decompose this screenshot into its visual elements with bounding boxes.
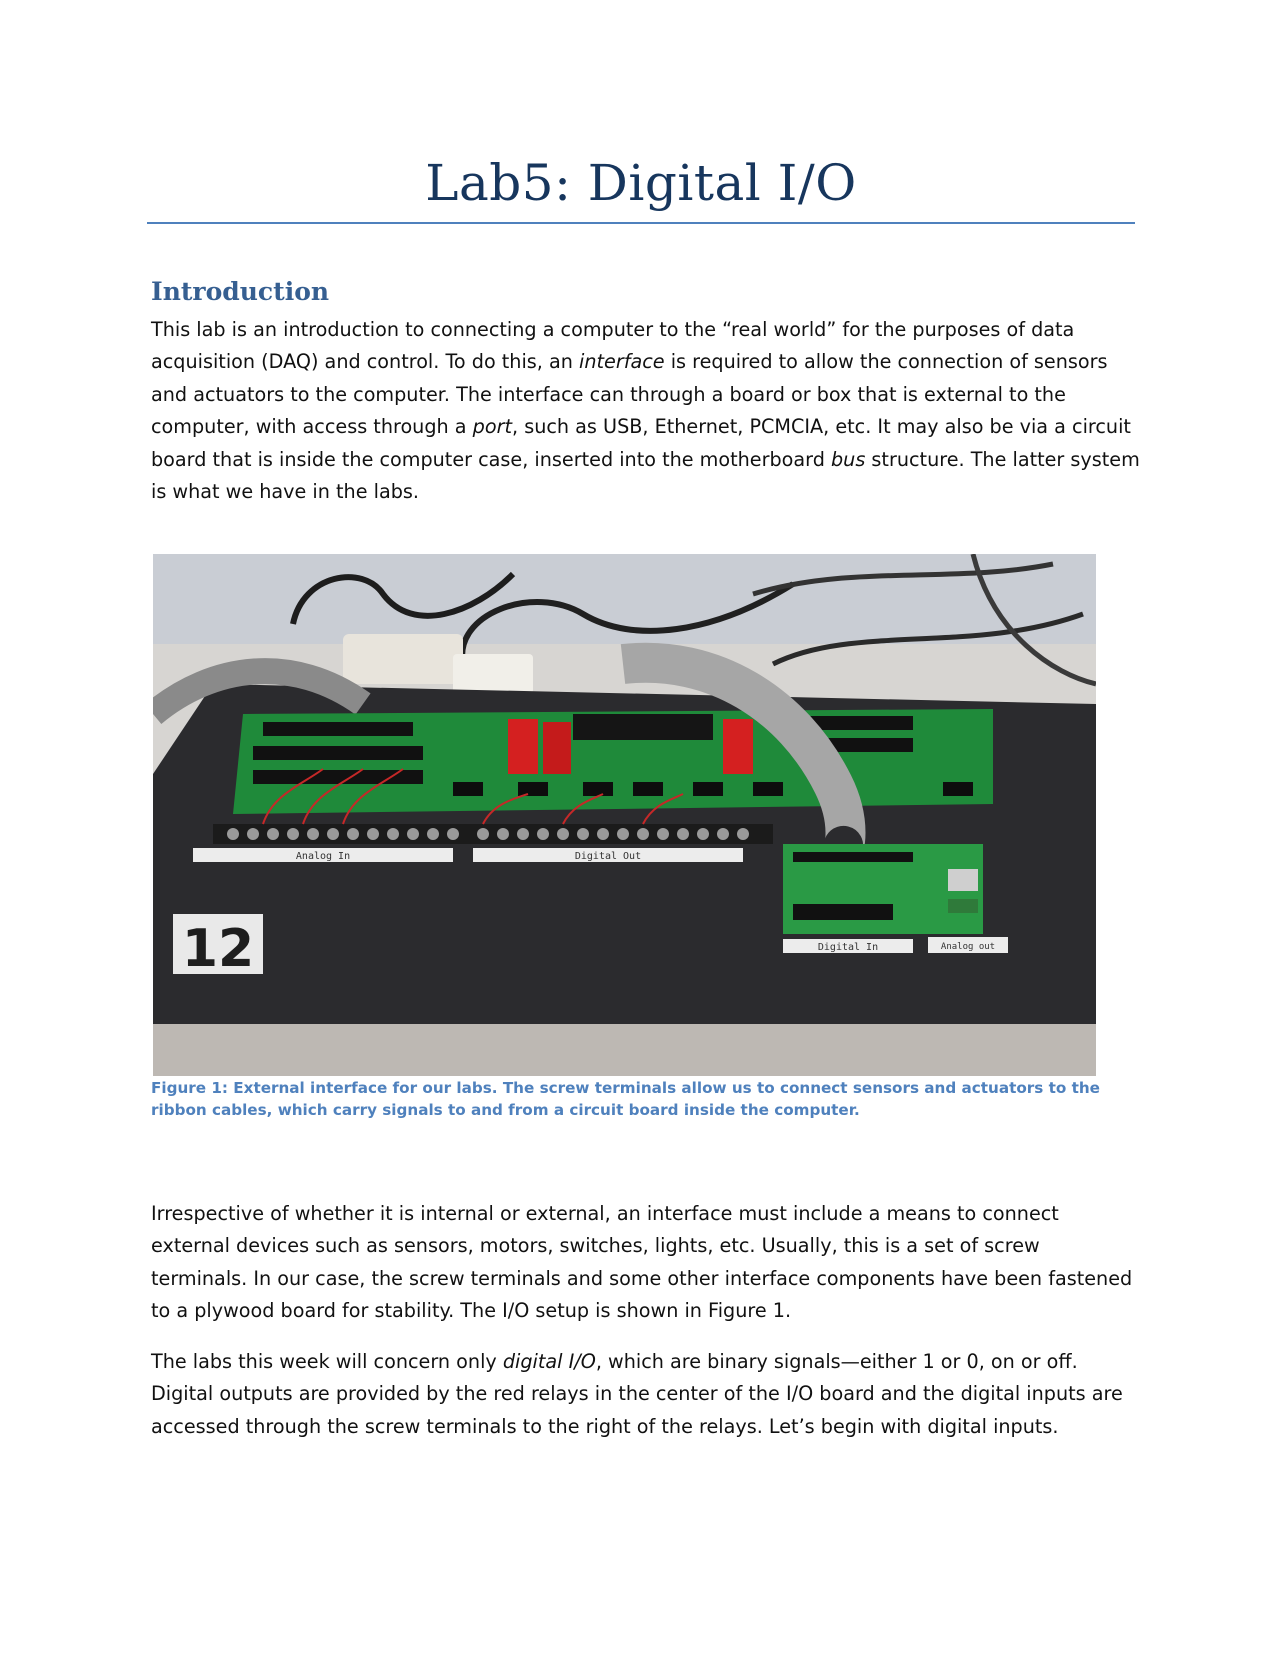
intro-text-2: is required to allow the connection of sensors and actuators to the computer. The interface can through a board or box that is external to the computer, with access through a [151,350,1108,439]
figure-1-photo [153,554,1096,1076]
p3-text-2: , which are binary signals—either 1 or 0, on or off. Digital outputs are provided by the red relays in the center of the I/O board and the digital inputs are accessed through the screw terminals to the right of the relays. Let’s begin with digital inputs. [151,1350,1123,1438]
intro-emphasis-bus: bus [830,447,866,471]
intro-text-1: This lab is an introduction to connecting a computer to the “real world” for the purposes of data acquisition (DAQ) and control. To do this, an [151,318,1075,374]
p3-text-1: The labs this week will concern only [151,1350,503,1373]
station-number: 12 [181,919,255,979]
p3-emphasis-digital-io: digital I/O [502,1350,596,1373]
label-digital-in: Digital In [817,942,879,953]
figure-1-caption: Figure 1: External interface for our labs. The screw terminals allow us to connect sensors and actuators to the ribbon cables, which carry signals to and from a circuit board inside the computer. [151,1079,1100,1119]
label-analog-in: Analog In [295,851,351,862]
body-paragraph-3 [151,1346,1141,1443]
title-underline [147,222,1135,224]
io-board-illustration [153,554,1096,1076]
section-heading-introduction: Introduction [151,277,330,306]
intro-emphasis-port: port [472,415,512,439]
intro-text-4: structure. The latter system is what we have in the labs. [151,447,1140,504]
page-title: Lab5: Digital I/O [425,154,857,212]
body-paragraph-2: Irrespective of whether it is internal or external, an interface must include a means to connect external devices such as sensors, motors, switches, lights, etc. Usually, this is a set of screw terminals. In our case, the screw terminals and some other interface components have been fastened to a plywood board for stability. The I/O setup is shown in Figure 1. [151,1202,1133,1323]
label-analog-out: Analog out [940,942,996,952]
intro-paragraph [151,314,1141,508]
label-digital-out: Digital Out [574,851,642,862]
intro-text-3: , such as USB, Ethernet, PCMCIA, etc. It may also be via a circuit board that is inside the computer case, inserted into the motherboard [151,415,1131,471]
intro-emphasis-interface: interface [579,350,665,374]
